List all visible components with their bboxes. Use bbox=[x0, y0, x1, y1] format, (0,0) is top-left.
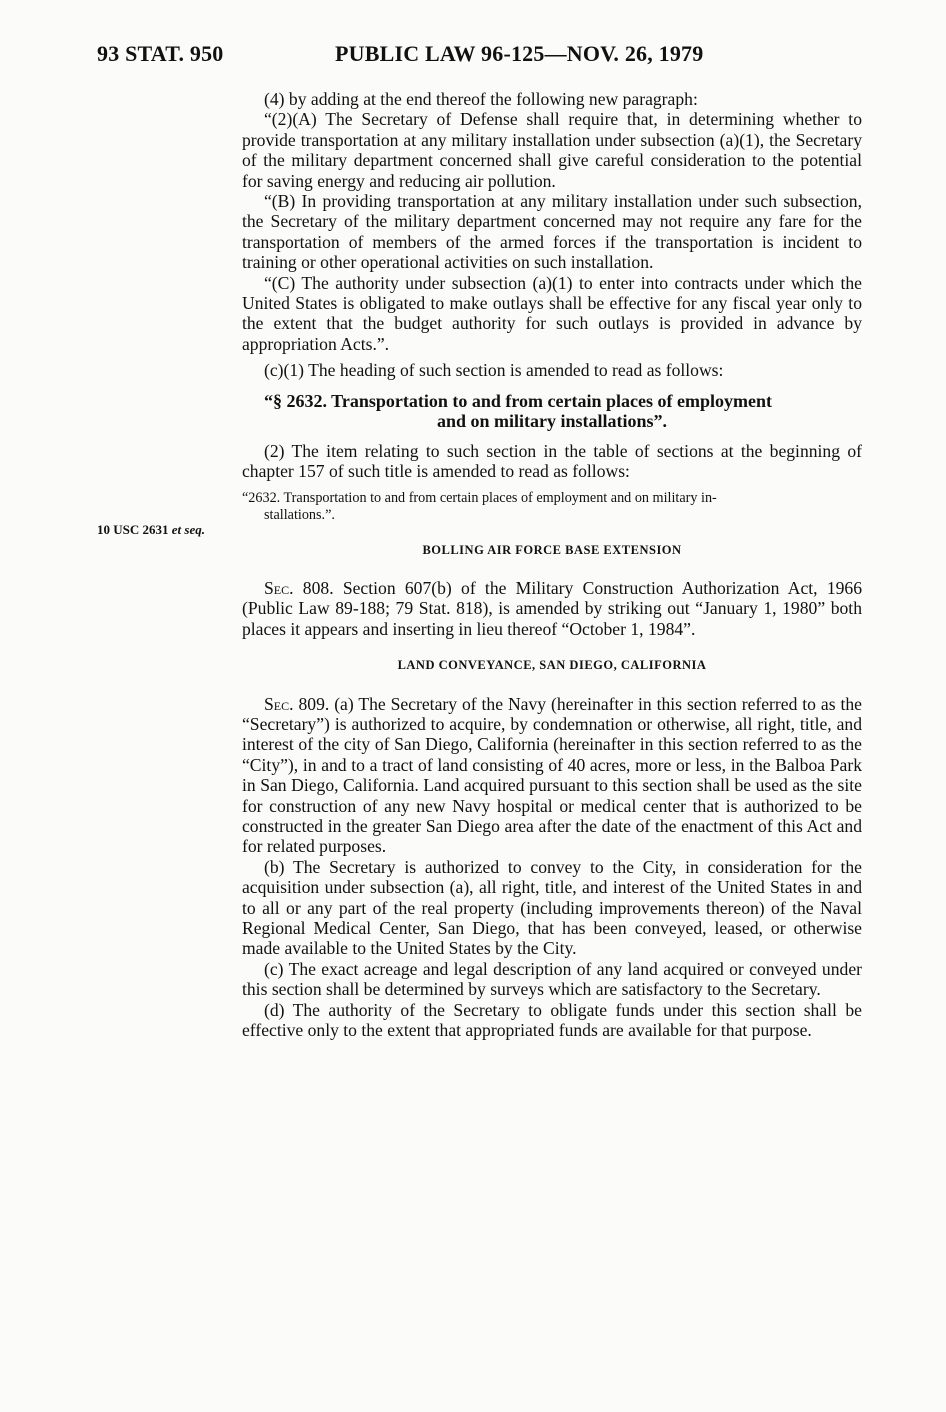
san-diego-d: (d) The authority of the Secretary to obligate funds under this section shall be effective only to the extent that appropriated funds are available for that purpose. bbox=[242, 999, 862, 1041]
bolling-heading: BOLLING AIR FORCE BASE EXTENSION bbox=[422, 542, 682, 557]
table-item-line-1: “2632. Transportation to and from certain places of employment and on military in- bbox=[242, 489, 717, 506]
table-item bbox=[242, 490, 862, 524]
section-title bbox=[242, 391, 862, 431]
page-title: PUBLIC LAW 96-125—NOV. 26, 1979 bbox=[335, 41, 704, 66]
margin-citation-et-seq: et seq. bbox=[171, 522, 205, 537]
san-diego-heading: LAND CONVEYANCE, SAN DIEGO, CALIFORNIA bbox=[397, 658, 707, 673]
bolling-text: 808. Section 607(b) of the Military Construction Authorization Act, 1966 (Public Law 89-188; 79 Stat. 818), is amended by striking out “January 1, 1980” both places it appears and inserting in lieu thereof “October 1, 1984”. bbox=[242, 577, 863, 639]
stat-reference: 93 STAT. 950 bbox=[97, 41, 224, 66]
paragraph-C: “(C) The authority under subsection (a)(1) to enter into contracts under which the United States is obligated to make outlays shall be effective for any fiscal year only to the extent that the budget authority for such outlays is provided in advance by appropriation Acts.”. bbox=[242, 272, 862, 354]
paragraph-c1: (c)(1) The heading of such section is amended to read as follows: bbox=[264, 360, 724, 381]
san-diego-a-text: 809. (a) The Secretary of the Navy (hereinafter in this section referred to as the “Secretary”) is authorized to acquire, by condemnation or otherwise, all right, title, and interest of the city of San Diego, California (hereinafter in this section referred to as the “City”), in and to a tract of land consisting of 40 acres, more or less, in the Balboa Park in San Diego, California. Land acquired pursuant to this section shall be used as the site for construction of any new Navy hospital or medical center that is authorized to be constructed in the greater San Diego area after the date of the enactment of this Act and for related purposes. bbox=[242, 693, 862, 857]
bolling-section-808 bbox=[242, 578, 862, 639]
paragraph-B: “(B) In providing transportation at any military installation under such subsection, the Secretary of the military department concerned may not require any fare for the transportation of members of the armed forces if the transportation is incident to training or other operational activities on such installation. bbox=[242, 191, 862, 273]
paragraph-2A: “(2)(A) The Secretary of Defense shall require that, in determining whether to provide transportation at any military installation under subsection (a)(1), the Secretary of the military department concerned shall give careful consideration to the potential for saving energy and reducing air pollution. bbox=[242, 109, 862, 191]
margin-citation-text: 10 USC 2631 bbox=[97, 522, 169, 537]
sec-label: Sec. bbox=[264, 693, 294, 714]
section-title-line-1: “§ 2632. Transportation to and from certain places of employment bbox=[264, 390, 772, 411]
margin-citation bbox=[97, 522, 227, 538]
san-diego-b: (b) The Secretary is authorized to convey to the City, in consideration for the acquisition under subsection (a), all right, title, and interest of the United States in and to all or any part of the real property (including improvements thereon) of the Naval Regional Medical Center, San Diego, that has been conveyed, leased, or otherwise made available to the United States by the City. bbox=[242, 856, 862, 959]
section-title-line-2: and on military installations”. bbox=[436, 410, 668, 431]
san-diego-c: (c) The exact acreage and legal description of any land acquired or conveyed under this section shall be determined by surveys which are satisfactory to the Secretary. bbox=[242, 958, 862, 1000]
paragraph-4: (4) by adding at the end thereof the following new paragraph: bbox=[264, 89, 698, 109]
san-diego-section-809a bbox=[242, 694, 862, 857]
paragraph-c2: (2) The item relating to such section in the table of sections at the beginning of chapter 157 of such title is amended to read as follows: bbox=[242, 440, 862, 482]
table-item-line-2: stallations.”. bbox=[264, 506, 335, 523]
document-body bbox=[242, 89, 862, 1040]
sec-label: Sec. bbox=[264, 577, 294, 598]
